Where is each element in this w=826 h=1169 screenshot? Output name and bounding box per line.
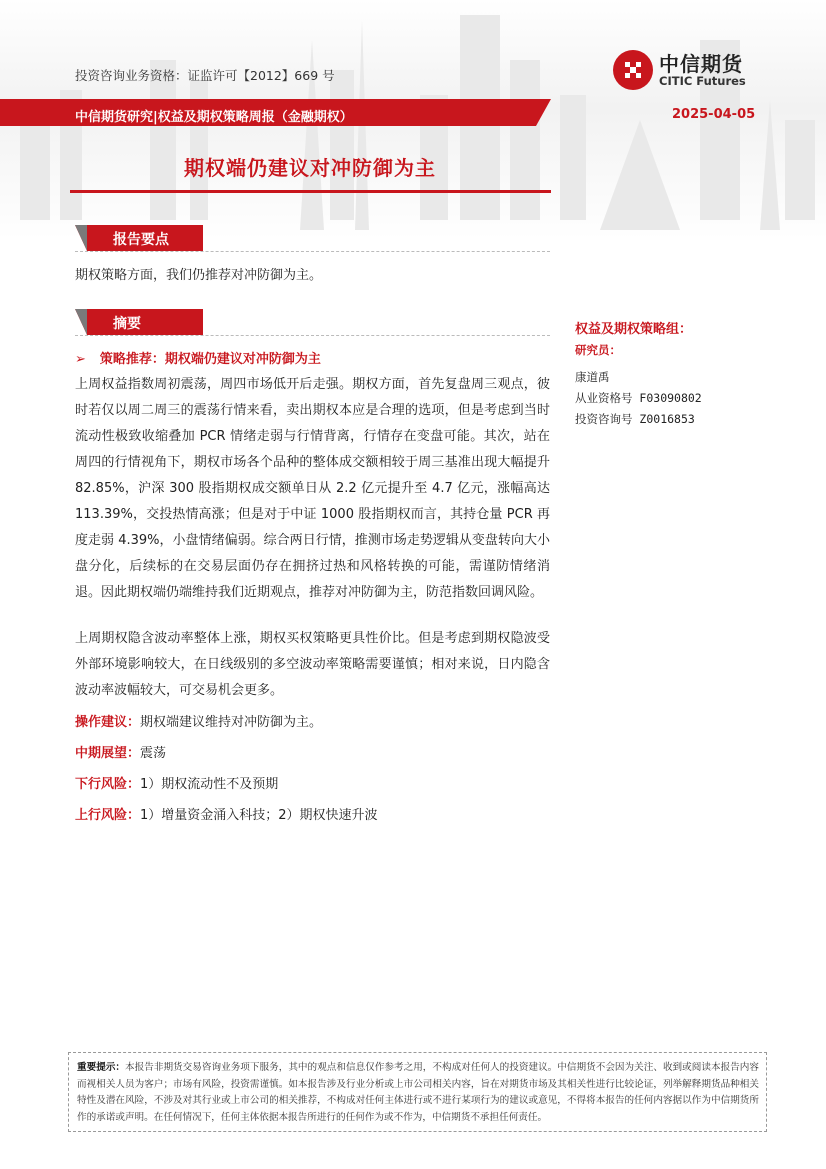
upside-risk bbox=[75, 804, 378, 823]
logo-english-name: CITIC Futures bbox=[659, 74, 746, 88]
upside-risk-label: 上行风险： bbox=[75, 808, 141, 823]
key-points-header bbox=[75, 225, 550, 252]
disclaimer-text bbox=[77, 1060, 759, 1126]
report-title: 期权端仍建议对冲防御为主 bbox=[184, 156, 436, 180]
qualification-text: 投资咨询业务资格：证监许可【2012】669 号 bbox=[75, 68, 335, 83]
research-group: 权益及期权策略组： bbox=[575, 322, 693, 337]
report-date: 2025-04-05 bbox=[672, 107, 756, 122]
downside-risk-value: 1）期权流动性不及预期 bbox=[140, 777, 279, 792]
downside-risk-label: 下行风险： bbox=[75, 777, 141, 792]
operation-advice-label: 操作建议： bbox=[75, 715, 141, 730]
key-points-text: 期权策略方面，我们仍推荐对冲防御为主。 bbox=[75, 268, 323, 283]
disclaimer-body: 本报告非期货交易咨询业务项下服务，其中的观点和信息仅作参考之用，不构成对任何人的投资建议。中信期货不会因为关注、收到或阅读本报告内容而视相关人员为客户；市场有风险，投资需谨慎。如本报告涉及行业分析或上市公司相关内容，旨在对期货市场及其相关性进行比较论证，列举解释期货品种相关特性及潜在风险，不涉及对其行业或上市公司的相关推荐，不构成对任何主体进行或不进行某项行为的建议或意见，不得将本报告的任何内容据以作为中信期货所作的承诺或声明。在任何情况下，任何主体依据本报告所进行的任何作为或不作为，中信期货不承担任何责任。 bbox=[77, 1062, 760, 1123]
researcher-name: 康道禹 bbox=[575, 370, 610, 384]
summary-label: 摘要 bbox=[113, 316, 141, 332]
upside-risk-value: 1）增量资金涌入科技；2）期权快速升波 bbox=[140, 808, 378, 823]
mid-term-outlook bbox=[75, 742, 166, 761]
summary-paragraph-2: 上周期权隐含波动率整体上涨，期权买权策略更具性价比。但是考虑到期权隐波受外部环境影响较大，在日线级别的多空波动率策略需要谨慎；相对来说，日内隐含波动率波幅较大，可交易机会更多。 bbox=[75, 631, 550, 698]
summary-paragraph-1: 上周权益指数周初震荡，周四市场低开后走强。期权方面，首先复盘周三观点，彼时若仅以周二周三的震荡行情来看，卖出期权本应是合理的选项，但是考虑到当时流动性极致收缩叠加 PCR 情绪走弱与行情背离，行情存在变盘可能。其次，站在周四的行情视角下，期权市场各个品种的整体成交额相较于周三基准出现大幅提升 82.85%，沪深 300 股指期权成交额单日从 2.2 亿元提升至 4.7 亿元，涨幅高达 113.39%，交投热情高涨；但是对于中证 1000 股指期权而言，其持仓量 PCR 再度走弱 4.39%，小盘情绪偏弱。综合两日行情，推测市场走势逻辑从变盘转向大小盘分化，后续标的在交易层面仍存在拥挤过热和风格转换的可能，需谨防情绪消退。因此期权端仍端维持我们近期观点，推荐对冲防御为主，防范指数回调风险。 bbox=[75, 377, 550, 600]
bullet-arrow-icon: ➢ bbox=[75, 352, 86, 367]
citic-futures-logo bbox=[612, 48, 762, 92]
report-series: 中信期货研究|权益及期权策略周报（金融期权） bbox=[75, 110, 353, 125]
disclaimer-label: 重要提示： bbox=[77, 1062, 126, 1073]
mid-term-outlook-label: 中期展望： bbox=[75, 746, 141, 761]
strategy-title: 策略推荐：期权端仍建议对冲防御为主 bbox=[99, 352, 321, 367]
researcher-license: 从业资格号 F03090802 bbox=[575, 391, 702, 405]
strategy-heading bbox=[75, 348, 321, 367]
operation-advice bbox=[75, 711, 322, 730]
key-points-label: 报告要点 bbox=[113, 232, 169, 248]
mid-term-outlook-value: 震荡 bbox=[140, 746, 167, 761]
researcher-role: 研究员： bbox=[575, 343, 621, 357]
operation-advice-value: 期权端建议维持对冲防御为主。 bbox=[140, 715, 323, 730]
logo-chinese-name: 中信期货 bbox=[659, 52, 743, 76]
citic-logo-icon bbox=[612, 49, 654, 91]
downside-risk bbox=[75, 773, 278, 792]
summary-header bbox=[75, 309, 550, 336]
title-divider bbox=[70, 190, 551, 193]
disclaimer-box bbox=[68, 1052, 767, 1132]
researcher-advisory-number: 投资咨询号 Z0016853 bbox=[575, 412, 695, 426]
